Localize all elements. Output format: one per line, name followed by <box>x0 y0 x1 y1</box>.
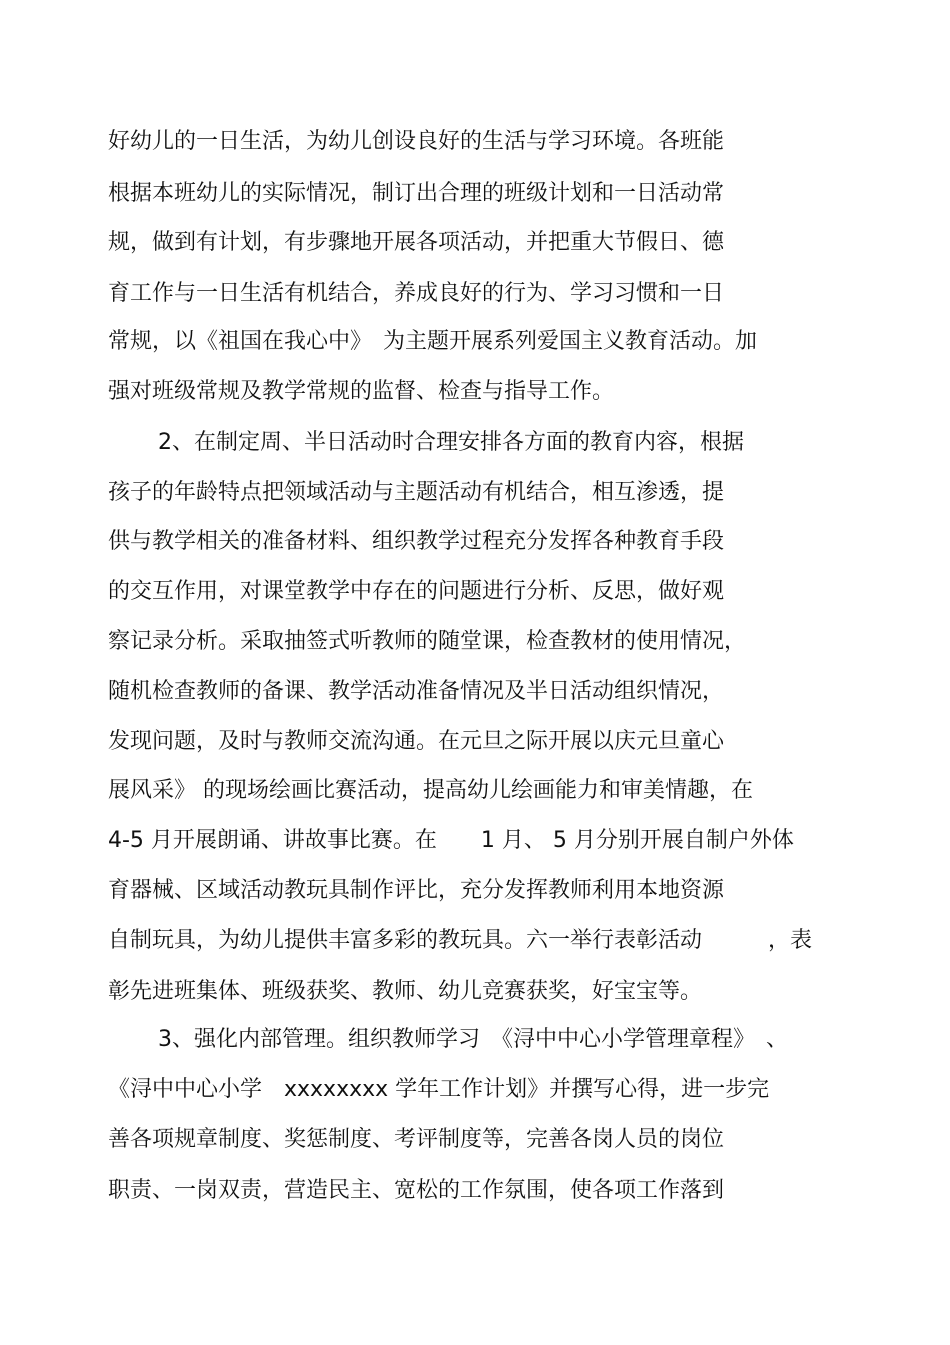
text-line: 3、强化内部管理。组织教师学习 《浔中中心小学管理章程》 、 <box>158 1027 788 1052</box>
text-line: 规，做到有计划，有步骤地开展各项活动，并把重大节假日、德 <box>108 230 725 255</box>
text-line: 2、在制定周、半日活动时合理安排各方面的教育内容，根据 <box>158 430 744 455</box>
text-line: 职责、一岗双责，营造民主、宽松的工作氛围，使各项工作落到 <box>108 1178 725 1203</box>
text-line: 发现问题，及时与教师交流沟通。在元旦之际开展以庆元旦童心 <box>108 729 725 754</box>
text-line: 展风采》 的现场绘画比赛活动，提高幼儿绘画能力和审美情趣，在 <box>108 778 753 803</box>
text-line: 供与教学相关的准备材料、组织教学过程充分发挥各种教育手段 <box>108 529 725 554</box>
text-line: 4-5 月开展朗诵、讲故事比赛。在 1 月、 5 月分别开展自制户外体 <box>108 828 794 853</box>
text-line: 育器械、区域活动教玩具制作评比，充分发挥教师利用本地资源 <box>108 878 725 903</box>
text-line: 察记录分析。采取抽签式听教师的随堂课，检查教材的使用情况， <box>108 629 747 654</box>
text-line: 的交互作用，对课堂教学中存在的问题进行分析、反思，做好观 <box>108 579 725 604</box>
text-line: 随机检查教师的备课、教学活动准备情况及半日活动组织情况， <box>108 679 725 704</box>
text-line: 孩子的年龄特点把领域活动与主题活动有机结合，相互渗透，提 <box>108 480 725 505</box>
text-line: 常规，以《祖国在我心中》 为主题开展系列爱国主义教育活动。加 <box>108 329 758 354</box>
text-line: 根据本班幼儿的实际情况，制订出合理的班级计划和一日活动常 <box>108 181 725 206</box>
text-line: 育工作与一日生活有机结合，养成良好的行为、学习习惯和一日 <box>108 281 725 306</box>
text-line: 《浔中中心小学 xxxxxxxx 学年工作计划》并撰写心得，进一步完 <box>108 1077 770 1102</box>
text-line: 强对班级常规及教学常规的监督、检查与指导工作。 <box>108 379 615 404</box>
text-line: 好幼儿的一日生活，为幼儿创设良好的生活与学习环境。各班能 <box>108 129 725 154</box>
text-line: 善各项规章制度、奖惩制度、考评制度等，完善各岗人员的岗位 <box>108 1127 725 1152</box>
text-line: 自制玩具，为幼儿提供丰富多彩的教玩具。六一举行表彰活动 ，表 <box>108 928 813 953</box>
text-line: 彰先进班集体、班级获奖、教师、幼儿竞赛获奖，好宝宝等。 <box>108 979 703 1004</box>
